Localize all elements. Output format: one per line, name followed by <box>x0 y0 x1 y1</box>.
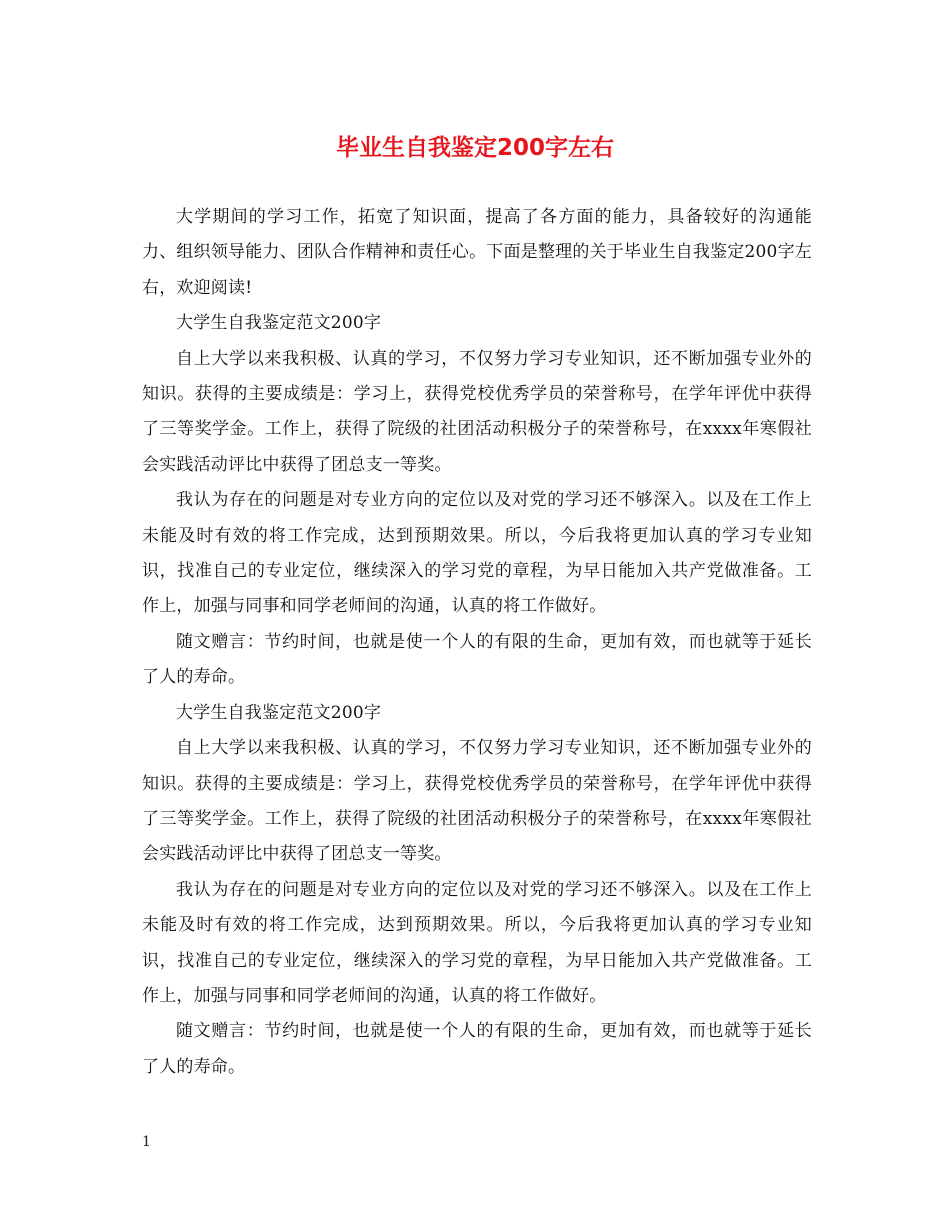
closing-quote-paragraph: 随文赠言：节约时间，也就是使一个人的有限的生命，更加有效，而也就等于延长了人的寿命。 <box>142 1021 812 1077</box>
body-paragraph: 我认为存在的问题是对专业方向的定位以及对党的学习还不够深入。以及在工作上未能及时有效的将工作完成，达到预期效果。所以，今后我将更加认真的学习专业知识，找准自己的专业定位，继续深入的学习党的章程，为早日能加入共产党做准备。工作上，加强与同事和同学老师间的沟通，认真的将工作做好。 <box>142 879 812 1006</box>
intro-paragraph: 大学期间的学习工作，拓宽了知识面，提高了各方面的能力，具备较好的沟通能力、组织领导能力、团队合作精神和责任心。下面是整理的关于毕业生自我鉴定200字左右，欢迎阅读! <box>142 207 812 298</box>
closing-quote-paragraph: 随文赠言：节约时间，也就是使一个人的有限的生命，更加有效，而也就等于延长了人的寿命。 <box>142 631 812 688</box>
body-paragraph: 自上大学以来我积极、认真的学习，不仅努力学习专业知识，还不断加强专业外的知识。获得的主要成绩是：学习上，获得党校优秀学员的荣誉称号，在学年评优中获得了三等奖学金。工作上，获得了院级的社团活动积极分子的荣誉称号，在xxxx年寒假社会实践活动评比中获得了团总支一等奖。 <box>142 738 812 865</box>
page-number: 1 <box>142 1134 151 1150</box>
document-body <box>142 200 812 1085</box>
section-heading: 大学生自我鉴定范文200字 <box>176 702 382 723</box>
document-title: 毕业生自我鉴定200字左右 <box>335 135 614 161</box>
section-heading: 大学生自我鉴定范文200字 <box>176 313 382 334</box>
body-paragraph: 我认为存在的问题是对专业方向的定位以及对党的学习还不够深入。以及在工作上未能及时有效的将工作完成，达到预期效果。所以，今后我将更加认真的学习专业知识，找准自己的专业定位，继续深入的学习党的章程，为早日能加入共产党做准备。工作上，加强与同事和同学老师间的沟通，认真的将工作做好。 <box>142 490 812 617</box>
body-paragraph: 自上大学以来我积极、认真的学习，不仅努力学习专业知识，还不断加强专业外的知识。获得的主要成绩是：学习上，获得党校优秀学员的荣誉称号，在学年评优中获得了三等奖学金。工作上，获得了院级的社团活动积极分子的荣誉称号，在xxxx年寒假社会实践活动评比中获得了团总支一等奖。 <box>142 348 812 475</box>
